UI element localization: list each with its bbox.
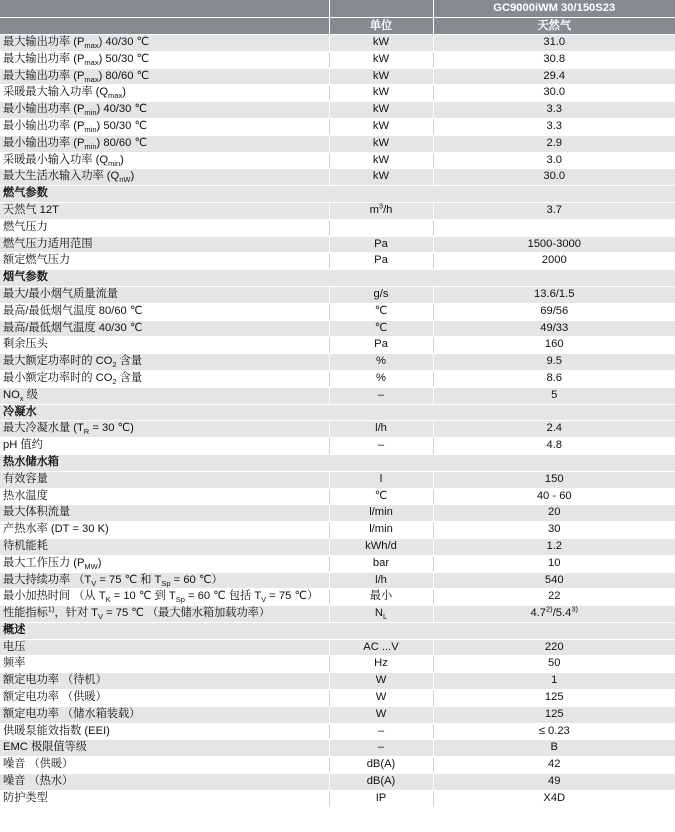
param-cell: 最大冷凝水量 ($T_R = 30$ ℃) [0,421,329,438]
table-row [0,354,675,371]
param-cell: 最大生活水输入功率 $(Q_{nW})$ [0,169,329,186]
param-cell: 最大工作压力 $(P_{MW})$ [0,555,329,572]
section-title: 冷凝水 [0,404,675,421]
value-cell: 220 [433,639,675,656]
unit-cell: $m^3/h$ [329,202,433,219]
value-cell: X4D [433,790,675,807]
unit-cell: ℃ [329,303,433,320]
value-cell: 20 [433,505,675,522]
section-header-row [0,404,675,421]
param-cell: 热水温度 [0,488,329,505]
table-row [0,135,675,152]
header-model: GC9000iWM 30/150S23 [433,0,675,17]
param-cell: 燃气压力适用范围 [0,236,329,253]
unit-cell: – [329,740,433,757]
section-header-row [0,270,675,287]
param-cell: 额定电功率 （储水箱装载） [0,706,329,723]
unit-cell: kW [329,169,433,186]
table-row [0,673,675,690]
param-cell: 防护类型 [0,790,329,807]
value-cell: 49 [433,774,675,791]
value-cell: 2.4 [433,421,675,438]
table-row [0,337,675,354]
table-row [0,639,675,656]
unit-cell: kW [329,68,433,85]
param-cell: 最高/最低烟气温度 40/30 ℃ [0,320,329,337]
value-cell: 2.9 [433,135,675,152]
param-cell: 噪音 （热水） [0,774,329,791]
unit-cell: kW [329,135,433,152]
table-row [0,320,675,337]
param-cell: 额定电功率 （供暖） [0,690,329,707]
unit-cell: Pa [329,253,433,270]
value-cell: 3.7 [433,202,675,219]
param-cell: 有效容量 [0,471,329,488]
param-cell: 采暖最大输入功率 $(Q_{max})$ [0,85,329,102]
unit-cell: bar [329,555,433,572]
unit-cell: % [329,354,433,371]
param-cell: EMC 极限值等级 [0,740,329,757]
value-cell: 2000 [433,253,675,270]
table-row [0,286,675,303]
unit-cell: $N_L$ [329,606,433,623]
table-row [0,723,675,740]
table-row [0,370,675,387]
table-row [0,421,675,438]
value-cell: 5 [433,387,675,404]
param-cell: 供暖泵能效指数 (EEI) [0,723,329,740]
param-cell: 最大输出功率 $(P_{max})$ 50/30 ℃ [0,51,329,68]
table-row [0,740,675,757]
param-cell: 剩余压头 [0,337,329,354]
unit-cell: dB(A) [329,774,433,791]
value-cell: 1 [433,673,675,690]
table-header-row-2 [0,17,675,35]
param-cell: 待机能耗 [0,538,329,555]
param-cell: 最大/最小烟气质量流量 [0,286,329,303]
table-row [0,538,675,555]
section-title: 热水储水箱 [0,454,675,471]
unit-cell: kW [329,51,433,68]
unit-cell: l [329,471,433,488]
section-title: 燃气参数 [0,186,675,203]
table-row [0,471,675,488]
table-row [0,387,675,404]
value-cell: 22 [433,589,675,606]
table-row [0,555,675,572]
value-cell: 1500-3000 [433,236,675,253]
param-cell: 采暖最小输入功率 $(Q_{min})$ [0,152,329,169]
value-cell: 31.0 [433,35,675,52]
table-row [0,774,675,791]
param-cell: 最大额定功率时的 $CO_2$ 含量 [0,354,329,371]
section-title: 概述 [0,622,675,639]
value-cell: 4.7$^{2)}$/5.4$^{3)}$ [433,606,675,623]
header-unit-label: 单位 [329,17,433,35]
param-cell: 最高/最低烟气温度 80/60 ℃ [0,303,329,320]
unit-cell: kW [329,118,433,135]
value-cell: 40 - 60 [433,488,675,505]
param-cell: 额定电功率 （待机） [0,673,329,690]
unit-cell: kW [329,102,433,119]
param-cell: 燃气压力 [0,219,329,236]
unit-cell: kW [329,152,433,169]
unit-cell: kW [329,35,433,52]
unit-cell: l/min [329,505,433,522]
header-blank [0,0,329,17]
param-cell: 频率 [0,656,329,673]
param-cell: 产热水率 (DT = 30 K) [0,522,329,539]
table-row [0,438,675,455]
value-cell: 4.8 [433,438,675,455]
value-cell: 30 [433,522,675,539]
unit-cell: kWh/d [329,538,433,555]
unit-cell: ℃ [329,320,433,337]
unit-cell: – [329,387,433,404]
table-row [0,118,675,135]
value-cell [433,219,675,236]
table-row [0,35,675,52]
value-cell: 42 [433,757,675,774]
section-header-row [0,454,675,471]
value-cell: ≤ 0.23 [433,723,675,740]
param-cell: pH 值约 [0,438,329,455]
table-row [0,236,675,253]
table-row [0,85,675,102]
value-cell: B [433,740,675,757]
table-row [0,51,675,68]
value-cell: 3.3 [433,102,675,119]
value-cell: 29.4 [433,68,675,85]
value-cell: 9.5 [433,354,675,371]
unit-cell: g/s [329,286,433,303]
table-row [0,505,675,522]
unit-cell: kW [329,85,433,102]
table-row [0,522,675,539]
table-row [0,690,675,707]
unit-cell: l/h [329,572,433,589]
table-row [0,757,675,774]
section-header-row [0,622,675,639]
value-cell: 49/33 [433,320,675,337]
value-cell: 30.0 [433,85,675,102]
param-cell: 最小输出功率 $(P_{min})$ 40/30 ℃ [0,102,329,119]
unit-cell: Pa [329,236,433,253]
param-cell: 最大输出功率 $(P_{max})$ 40/30 ℃ [0,35,329,52]
value-cell: 30.8 [433,51,675,68]
unit-cell: W [329,690,433,707]
value-cell: 69/56 [433,303,675,320]
unit-cell [329,219,433,236]
table-row [0,68,675,85]
value-cell: 10 [433,555,675,572]
table-row [0,488,675,505]
param-cell: 最小输出功率 $(P_{min})$ 50/30 ℃ [0,118,329,135]
param-cell: 最小额定功率时的 $CO_2$ 含量 [0,370,329,387]
unit-cell: % [329,370,433,387]
value-cell: 125 [433,690,675,707]
unit-cell: – [329,723,433,740]
table-row [0,152,675,169]
param-cell: 最大持续功率 （$T_V = 75$ ℃ 和 $T_{Sp} = 60$ ℃） [0,572,329,589]
table-row [0,706,675,723]
table-row [0,303,675,320]
section-title: 烟气参数 [0,270,675,287]
table-row [0,219,675,236]
table-row [0,589,675,606]
unit-cell: Pa [329,337,433,354]
value-cell: 1.2 [433,538,675,555]
table-row [0,202,675,219]
value-cell: 50 [433,656,675,673]
unit-cell: l/min [329,522,433,539]
table-row [0,169,675,186]
param-cell: 最小输出功率 $(P_{min})$ 80/60 ℃ [0,135,329,152]
value-cell: 8.6 [433,370,675,387]
table-row [0,572,675,589]
header-fuel-label: 天然气 [433,17,675,35]
unit-cell: l/h [329,421,433,438]
table-row [0,102,675,119]
param-cell: 额定燃气压力 [0,253,329,270]
value-cell: 540 [433,572,675,589]
unit-cell: IP [329,790,433,807]
param-cell: 天然气 12T [0,202,329,219]
unit-cell: W [329,673,433,690]
header-unit-blank [329,0,433,17]
unit-cell: Hz [329,656,433,673]
value-cell: 13.6/1.5 [433,286,675,303]
value-cell: 3.3 [433,118,675,135]
unit-cell: AC ...V [329,639,433,656]
unit-cell: ℃ [329,488,433,505]
unit-cell: dB(A) [329,757,433,774]
table-row [0,790,675,807]
table-row [0,656,675,673]
value-cell: 160 [433,337,675,354]
value-cell: 150 [433,471,675,488]
unit-cell: 最小 [329,589,433,606]
param-cell: 性能指标$^{1)}$，针对 $T_V = 75$ ℃ （最大储水箱加载功率） [0,606,329,623]
unit-cell: – [329,438,433,455]
param-cell: 最大体积流量 [0,505,329,522]
param-cell: 最小加热时间 （从 $T_K = 10$ ℃ 到 $T_{Sp} = 60$ ℃ 包括 $T_V = 75$ ℃） [0,589,329,606]
param-cell: $NO_x$ 级 [0,387,329,404]
table-row [0,253,675,270]
param-cell: 电压 [0,639,329,656]
table-row [0,606,675,623]
value-cell: 3.0 [433,152,675,169]
param-cell: 噪音 （供暖） [0,757,329,774]
value-cell: 125 [433,706,675,723]
section-header-row [0,186,675,203]
table-header-row-1 [0,0,675,17]
header-param-blank [0,17,329,35]
value-cell: 30.0 [433,169,675,186]
unit-cell: W [329,706,433,723]
param-cell: 最大输出功率 $(P_{max})$ 80/60 ℃ [0,68,329,85]
